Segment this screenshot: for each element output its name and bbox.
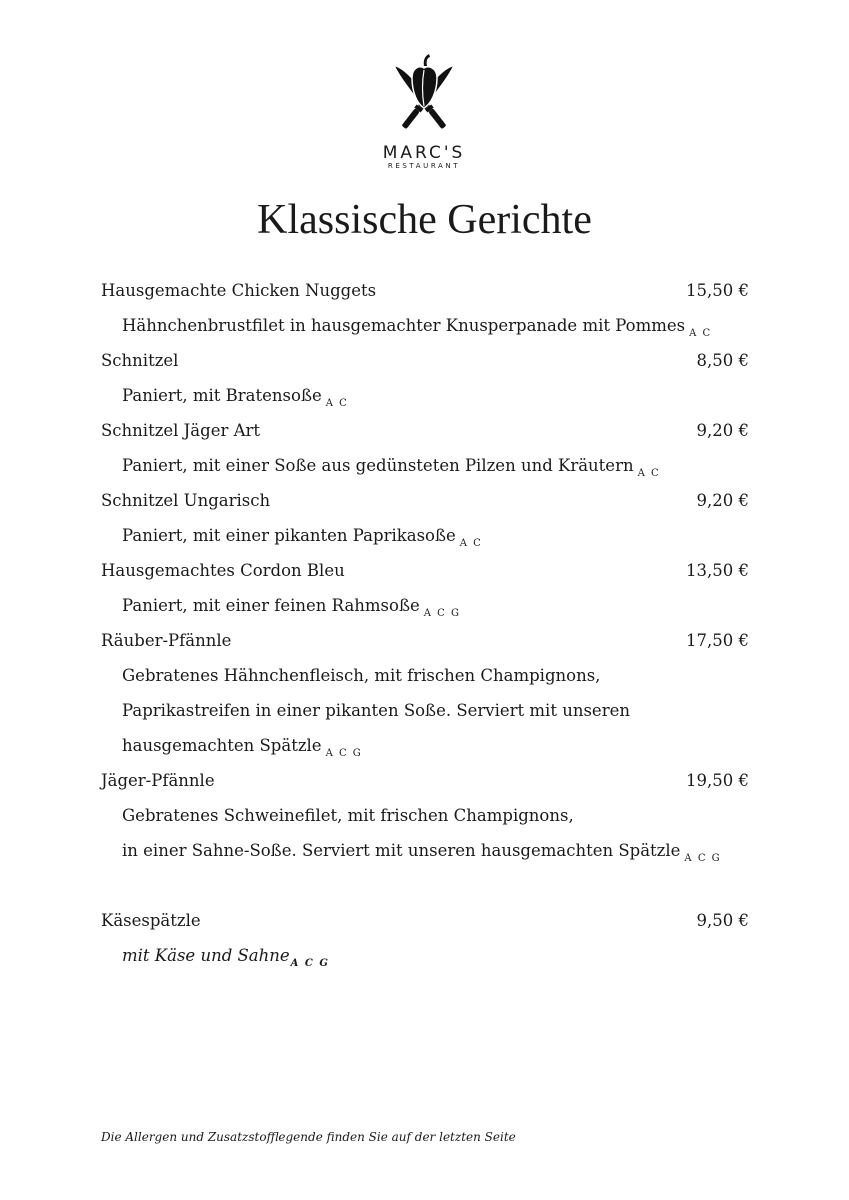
menu-item-name: Räuber-Pfännle xyxy=(101,631,232,650)
menu-item-description xyxy=(101,938,749,973)
menu-item-price: 9,50 € xyxy=(696,911,749,930)
restaurant-logo xyxy=(374,52,474,182)
description-text: Paniert, mit einer feinen Rahmsoße xyxy=(122,596,420,615)
menu-list xyxy=(101,273,749,973)
menu-item-price: 9,20 € xyxy=(696,421,749,440)
menu-item-price: 9,20 € xyxy=(696,491,749,510)
allergen-codes: A C G xyxy=(684,853,722,864)
menu-item-description xyxy=(101,798,749,833)
description-text: in einer Sahne-Soße. Serviert mit unseren hausgemachten Spätzle xyxy=(122,841,681,860)
menu-item-price: 15,50 € xyxy=(686,281,749,300)
description-text: Paniert, mit einer pikanten Paprikasoße xyxy=(122,526,456,545)
menu-item-row xyxy=(101,343,749,378)
menu-item-price: 8,50 € xyxy=(696,351,749,370)
menu-item-row xyxy=(101,623,749,658)
allergen-codes: A C xyxy=(637,468,661,479)
description-text: mit Käse und Sahne xyxy=(122,946,290,965)
menu-item-row xyxy=(101,763,749,798)
menu-item-row xyxy=(101,553,749,588)
menu-item-row xyxy=(101,903,749,938)
description-text: Paprikastreifen in einer pikanten Soße. Serviert mit unseren xyxy=(122,701,630,720)
menu-item-row xyxy=(101,483,749,518)
menu-item-row xyxy=(101,413,749,448)
pepper-crossed-knives-logo-icon xyxy=(379,52,469,138)
allergen-codes: A C xyxy=(689,328,712,339)
menu-item-description xyxy=(101,728,749,763)
page-title: Klassische Gerichte xyxy=(257,197,592,243)
menu-item-description xyxy=(101,448,749,483)
menu-item-name: Käsespätzle xyxy=(101,911,201,930)
section-spacer xyxy=(101,868,749,903)
allergen-codes: A C xyxy=(325,398,349,409)
menu-item-description xyxy=(101,693,749,728)
menu-item-name: Schnitzel Ungarisch xyxy=(101,491,271,510)
brand-subtitle: RESTAURANT xyxy=(387,162,461,170)
menu-item-description xyxy=(101,658,749,693)
description-text: Hähnchenbrustfilet in hausgemachter Knusperpanade mit Pommes xyxy=(122,316,686,335)
menu-item-description xyxy=(101,833,749,868)
description-text: hausgemachten Spätzle xyxy=(122,736,322,755)
allergen-codes: A C G xyxy=(290,958,330,969)
menu-item-description xyxy=(101,378,749,413)
menu-item-name: Schnitzel Jäger Art xyxy=(101,421,261,440)
allergen-footer-note: Die Allergen und Zusatzstofflegende finden Sie auf der letzten Seite xyxy=(101,1130,516,1144)
menu-item-row xyxy=(101,273,749,308)
menu-item-price: 19,50 € xyxy=(686,771,749,790)
menu-item-name: Hausgemachtes Cordon Bleu xyxy=(101,561,345,580)
menu-item-description xyxy=(101,518,749,553)
allergen-codes: A C G xyxy=(325,748,363,759)
menu-item-name: Hausgemachte Chicken Nuggets xyxy=(101,281,377,300)
description-text: Paniert, mit einer Soße aus gedünsteten Pilzen und Kräutern xyxy=(122,456,634,475)
brand-name: MARC'S xyxy=(382,143,466,163)
description-text: Gebratenes Schweinefilet, mit frischen Champignons, xyxy=(122,806,574,825)
description-text: Paniert, mit Bratensoße xyxy=(122,386,322,405)
menu-item-description xyxy=(101,588,749,623)
allergen-codes: A C xyxy=(459,538,483,549)
description-text: Gebratenes Hähnchenfleisch, mit frischen Champignons, xyxy=(122,666,601,685)
menu-item-description xyxy=(101,308,749,343)
menu-item-price: 17,50 € xyxy=(686,631,749,650)
menu-item-name: Schnitzel xyxy=(101,351,179,370)
menu-item-name: Jäger-Pfännle xyxy=(101,771,215,790)
allergen-codes: A C G xyxy=(423,608,461,619)
menu-item-price: 13,50 € xyxy=(686,561,749,580)
